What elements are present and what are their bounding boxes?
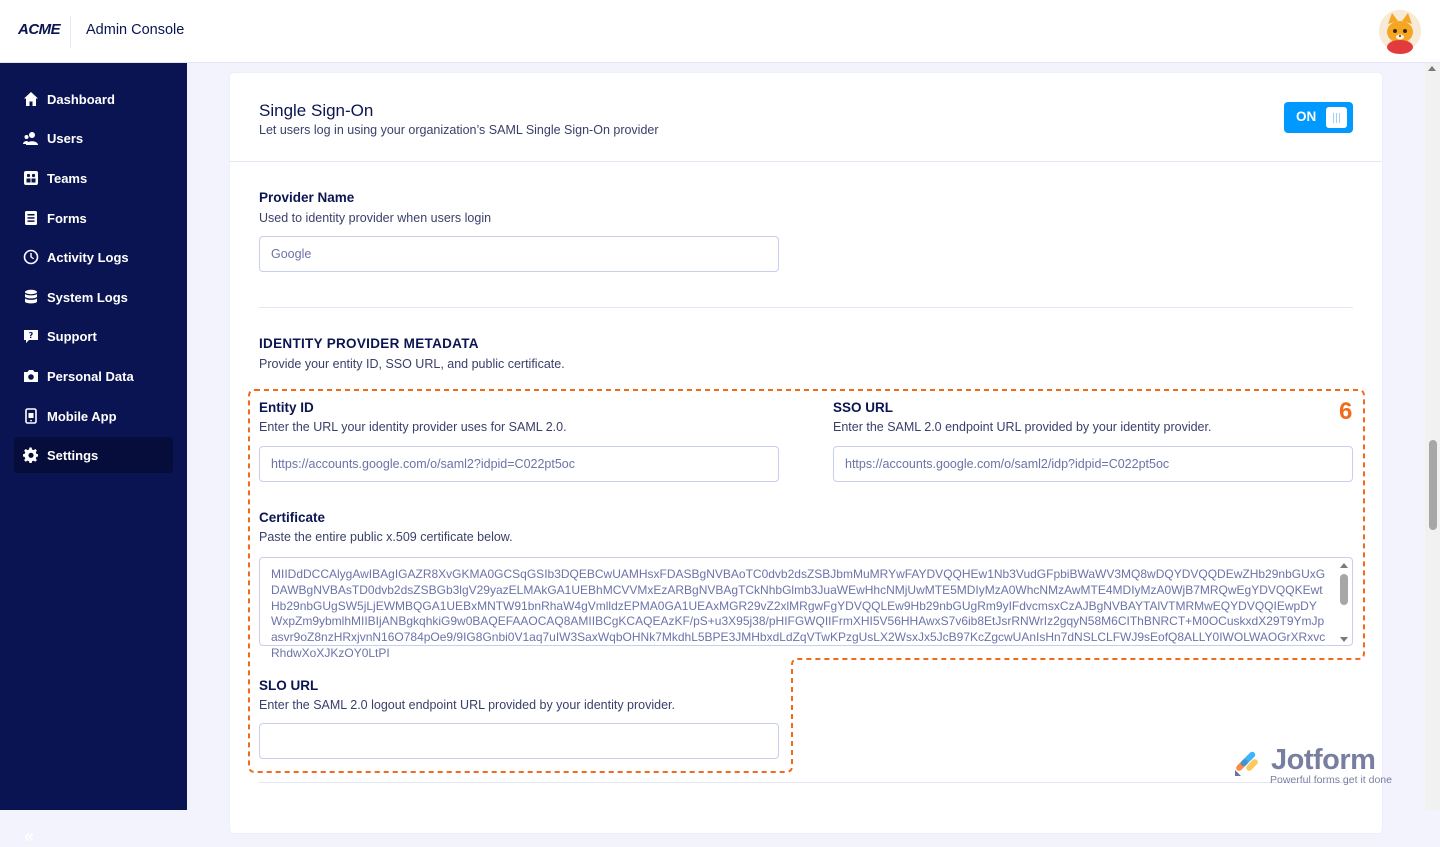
clock-icon: [22, 248, 40, 266]
sidebar-item-label: Teams: [47, 170, 88, 186]
sidebar-item-label: Support: [47, 328, 97, 344]
database-icon: [22, 288, 40, 306]
sidebar-item-system-logs[interactable]: [14, 279, 173, 315]
section-divider: [259, 307, 1353, 308]
certificate-label: Certificate: [259, 510, 326, 525]
avatar[interactable]: [1379, 10, 1421, 52]
certificate-textarea[interactable]: [259, 557, 1353, 660]
provider-name-input[interactable]: Google: [259, 236, 779, 272]
logo-divider: [70, 16, 71, 48]
provider-name-desc: Used to identity provider when users login: [259, 211, 492, 225]
certificate-scrollbar-thumb[interactable]: [1340, 574, 1348, 605]
camera-icon: [22, 367, 40, 385]
sidebar-item-label: System Logs: [47, 289, 128, 305]
teams-icon: [22, 169, 40, 187]
sidebar-item-label: Personal Data: [47, 368, 134, 384]
acme-logo[interactable]: ACME: [18, 21, 61, 38]
collapse-sidebar-button[interactable]: «: [24, 826, 35, 846]
svg-text:?: ?: [28, 331, 34, 340]
metadata-section-title: IDENTITY PROVIDER METADATA: [259, 336, 479, 351]
support-icon: [22, 327, 40, 345]
slo-url-desc: Enter the SAML 2.0 logout endpoint URL provided by your identity provider.: [259, 698, 675, 712]
avatar-cat-icon: [1379, 10, 1421, 52]
sidebar-item-label: Users: [47, 130, 84, 146]
toggle-label: ON: [1296, 109, 1317, 124]
sidebar-item-activity-logs[interactable]: [14, 239, 173, 275]
slo-url-input[interactable]: [259, 723, 779, 759]
entity-id-input[interactable]: https://accounts.google.com/o/saml2?idpid=C022pt5oc: [259, 446, 779, 482]
jotform-name: Jotform: [1271, 744, 1376, 776]
card-title: Single Sign-On: [259, 101, 374, 120]
certificate-text: MIIDdDCCAlygAwIBAgIGAZR8XvGKMA0GCSqGSIb3DQEBCwUAMHsxFDASBgNVBAoTC0dvb2dsZSBJbmMuMRYwFAYDVQQHEw1Nb3VudGFpbiBWaWV3MQ8wDQYDVQQDEwZHb29nbGUxGDAWBgNVBAsTD0dvb2dsZSBGb3lgV29yazELMAkGA1UEBhMCVVMxEzARBgNVBAgTCkNhbGlmb3JuaWEwHhcNMjUwMTE5MDIyMzA0WhcNMzAwMTE4MDIyMzA0WjB7MRQwEgYDVQQKEwtHb29nbGUgSW5jLjEWMBQGA1UEBxMNTW91bnRhaW4gVmlldzEPMA0GA1UEAxMGR29vZ2xlMRgwFgYDVQQLEw9Hb29nbGUgRm9yIFdvcmsxCzAJBgNVBAYTAlVTMRMwEQYDVQQIEwpDYWxpZm9ybmlhMIIBIjANBgkqhkiG9w0BAQEFAAOCAQ8AMIIBCgKCAQEAzKF/pS+u3X95j38/pHIFGWQIIFrmXHI5V56HHAwxS7v6ib8EtJsrRNWrIz2gqyN58M6CIThBNRCT+M0OCuskxdX29T9YmJpasvr9oZ8nzHRxjvnN16O784pOe9/9IG8Gnbi0V1aq7uIW3SaxWqbOHNk7MkdhL5BPE3JMHbxdLdZqVTwKPzgUsLX2WsxJx5JcB97KcZgcwUAnIsHn7dNSLCLFWJ9sEofQ8ALLY0IWOLWAOGrXRxvcRhdwXoXJKzOY0LtPI: [271, 567, 1326, 660]
top-bar: [0, 0, 1440, 63]
forms-icon: [22, 209, 40, 227]
sso-toggle[interactable]: [1284, 102, 1353, 133]
annotation-step-number: 6: [1339, 398, 1353, 425]
users-icon: [22, 129, 40, 147]
sidebar-item-forms[interactable]: [14, 200, 173, 236]
scroll-up-arrow-icon[interactable]: [1428, 66, 1436, 71]
page-scrollbar[interactable]: [1425, 63, 1440, 810]
sidebar-item-label: Dashboard: [47, 91, 115, 107]
sidebar-item-support[interactable]: [14, 318, 173, 354]
certificate-desc: Paste the entire public x.509 certificate below.: [259, 530, 513, 544]
toggle-knob: [1326, 107, 1347, 128]
entity-id-label: Entity ID: [259, 400, 314, 415]
sidebar-item-label: Forms: [47, 210, 87, 226]
sidebar-item-label: Activity Logs: [47, 249, 129, 265]
jotform-logo-icon: [1233, 748, 1265, 778]
entity-id-desc: Enter the URL your identity provider uses for SAML 2.0.: [259, 420, 567, 434]
scroll-up-arrow-icon[interactable]: [1340, 563, 1348, 568]
gear-icon: [22, 446, 40, 464]
sidebar-item-settings[interactable]: [14, 437, 173, 473]
certificate-scrollbar[interactable]: [1339, 561, 1349, 644]
sso-url-input[interactable]: https://accounts.google.com/o/saml2/idp?idpid=C022pt5oc: [833, 446, 1353, 482]
sidebar-item-mobile-app[interactable]: [14, 398, 173, 434]
app-title: Admin Console: [86, 22, 185, 38]
sso-settings-card: [230, 73, 1382, 833]
home-icon: [22, 90, 40, 108]
provider-name-label: Provider Name: [259, 190, 355, 205]
sidebar-item-dashboard[interactable]: [14, 81, 173, 117]
jotform-tagline: Powerful forms get it done: [1270, 774, 1392, 786]
sidebar-item-personal-data[interactable]: [14, 358, 173, 394]
metadata-section-desc: Provide your entity ID, SSO URL, and public certificate.: [259, 357, 565, 371]
sidebar-item-label: Mobile App: [47, 408, 117, 424]
page-scrollbar-thumb[interactable]: [1429, 440, 1437, 530]
bottom-divider: [259, 782, 1353, 783]
sidebar-item-users[interactable]: [14, 120, 173, 156]
slo-url-label: SLO URL: [259, 678, 319, 693]
mobile-icon: [22, 407, 40, 425]
sso-url-desc: Enter the SAML 2.0 endpoint URL provided by your identity provider.: [833, 420, 1212, 434]
card-header: [230, 73, 1382, 162]
scroll-down-arrow-icon[interactable]: [1340, 637, 1348, 642]
sidebar-item-teams[interactable]: [14, 160, 173, 196]
sidebar: [0, 63, 187, 846]
sidebar-item-label: Settings: [47, 447, 99, 463]
card-subtitle: Let users log in using your organization’s SAML Single Sign-On provider: [259, 123, 659, 137]
sso-url-label: SSO URL: [833, 400, 894, 415]
